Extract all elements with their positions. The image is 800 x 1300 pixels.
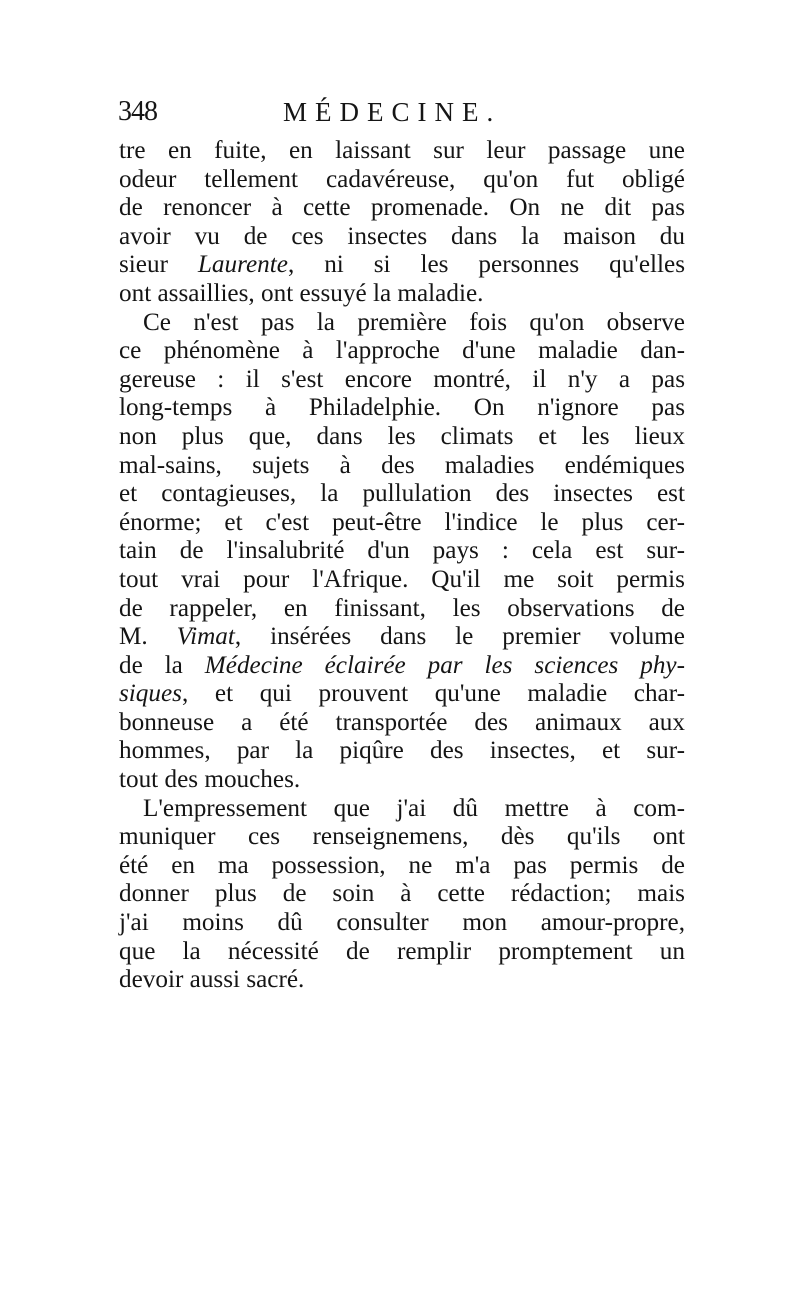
text-line: bonneuse a été transportée des animaux aux (119, 708, 685, 736)
text-line: énorme; et c'est peut-être l'indice le plus cer- (119, 508, 685, 536)
text-line: long-temps à Philadelphie. On n'ignore pas (119, 394, 685, 422)
paragraph-start-line: Ce n'est pas la première fois qu'on observe (143, 308, 685, 336)
running-head (118, 92, 678, 132)
text-line: odeur tellement cadavéreuse, qu'on fut obligé (119, 165, 685, 193)
body-text (119, 137, 685, 995)
text-line: que la nécessité de remplir promptement un (119, 937, 685, 965)
running-title: MÉDECINE. (283, 97, 502, 127)
italic-phrase: Médecine éclairée par les sciences phy- (204, 651, 685, 679)
page-number: 348 (118, 96, 157, 127)
bleed-through-shadow (120, 978, 685, 1000)
text-line: gereuse : il s'est encore montré, il n'y a pas (119, 365, 685, 393)
text-line: de renoncer à cette promenade. On ne dit pas (119, 194, 685, 222)
text-line: siques, et qui prouvent qu'une maladie char- (119, 680, 685, 708)
text-line: été en ma possession, ne m'a pas permis de (119, 851, 685, 879)
italic-phrase: siques (119, 680, 182, 708)
text-line: ont assaillies, ont essuyé la maladie. (119, 279, 484, 307)
text-line: avoir vu de ces insectes dans la maison du (119, 222, 685, 250)
text-line: tout vrai pour l'Afrique. Qu'il me soit permis (119, 565, 685, 593)
text-line: de la Médecine éclairée par les sciences phy- (119, 651, 685, 679)
paragraph-start-line: L'empressement que j'ai dû mettre à com- (143, 794, 685, 822)
text-line: donner plus de soin à cette rédaction; mais (119, 880, 685, 908)
text-line: de rappeler, en finissant, les observations de (119, 594, 685, 622)
text-line: muniquer ces renseignemens, dès qu'ils ont (119, 823, 685, 851)
text-line: sieur Laurente, ni si les personnes qu'elles (119, 251, 685, 279)
text-line: tain de l'insalubrité d'un pays : cela est sur- (119, 537, 685, 565)
text-line: devoir aussi sacré. (119, 966, 305, 994)
text-line: hommes, par la piqûre des insectes, et sur- (119, 737, 685, 765)
text-line: non plus que, dans les climats et les lieux (119, 422, 685, 450)
text-line: et contagieuses, la pullulation des insectes est (119, 480, 685, 508)
text-line: mal-sains, sujets à des maladies endémiques (119, 451, 685, 479)
italic-phrase: Laurente (197, 251, 288, 279)
text-line: j'ai moins dû consulter mon amour-propre, (119, 909, 685, 937)
text-line: M. Vimat, insérées dans le premier volume (119, 623, 685, 651)
text-line: ce phénomène à l'approche d'une maladie dan- (119, 337, 685, 365)
italic-phrase: Vimat (176, 623, 235, 651)
text-line: tout des mouches. (119, 766, 301, 794)
text-line: tre en fuite, en laissant sur leur passage une (119, 137, 685, 164)
